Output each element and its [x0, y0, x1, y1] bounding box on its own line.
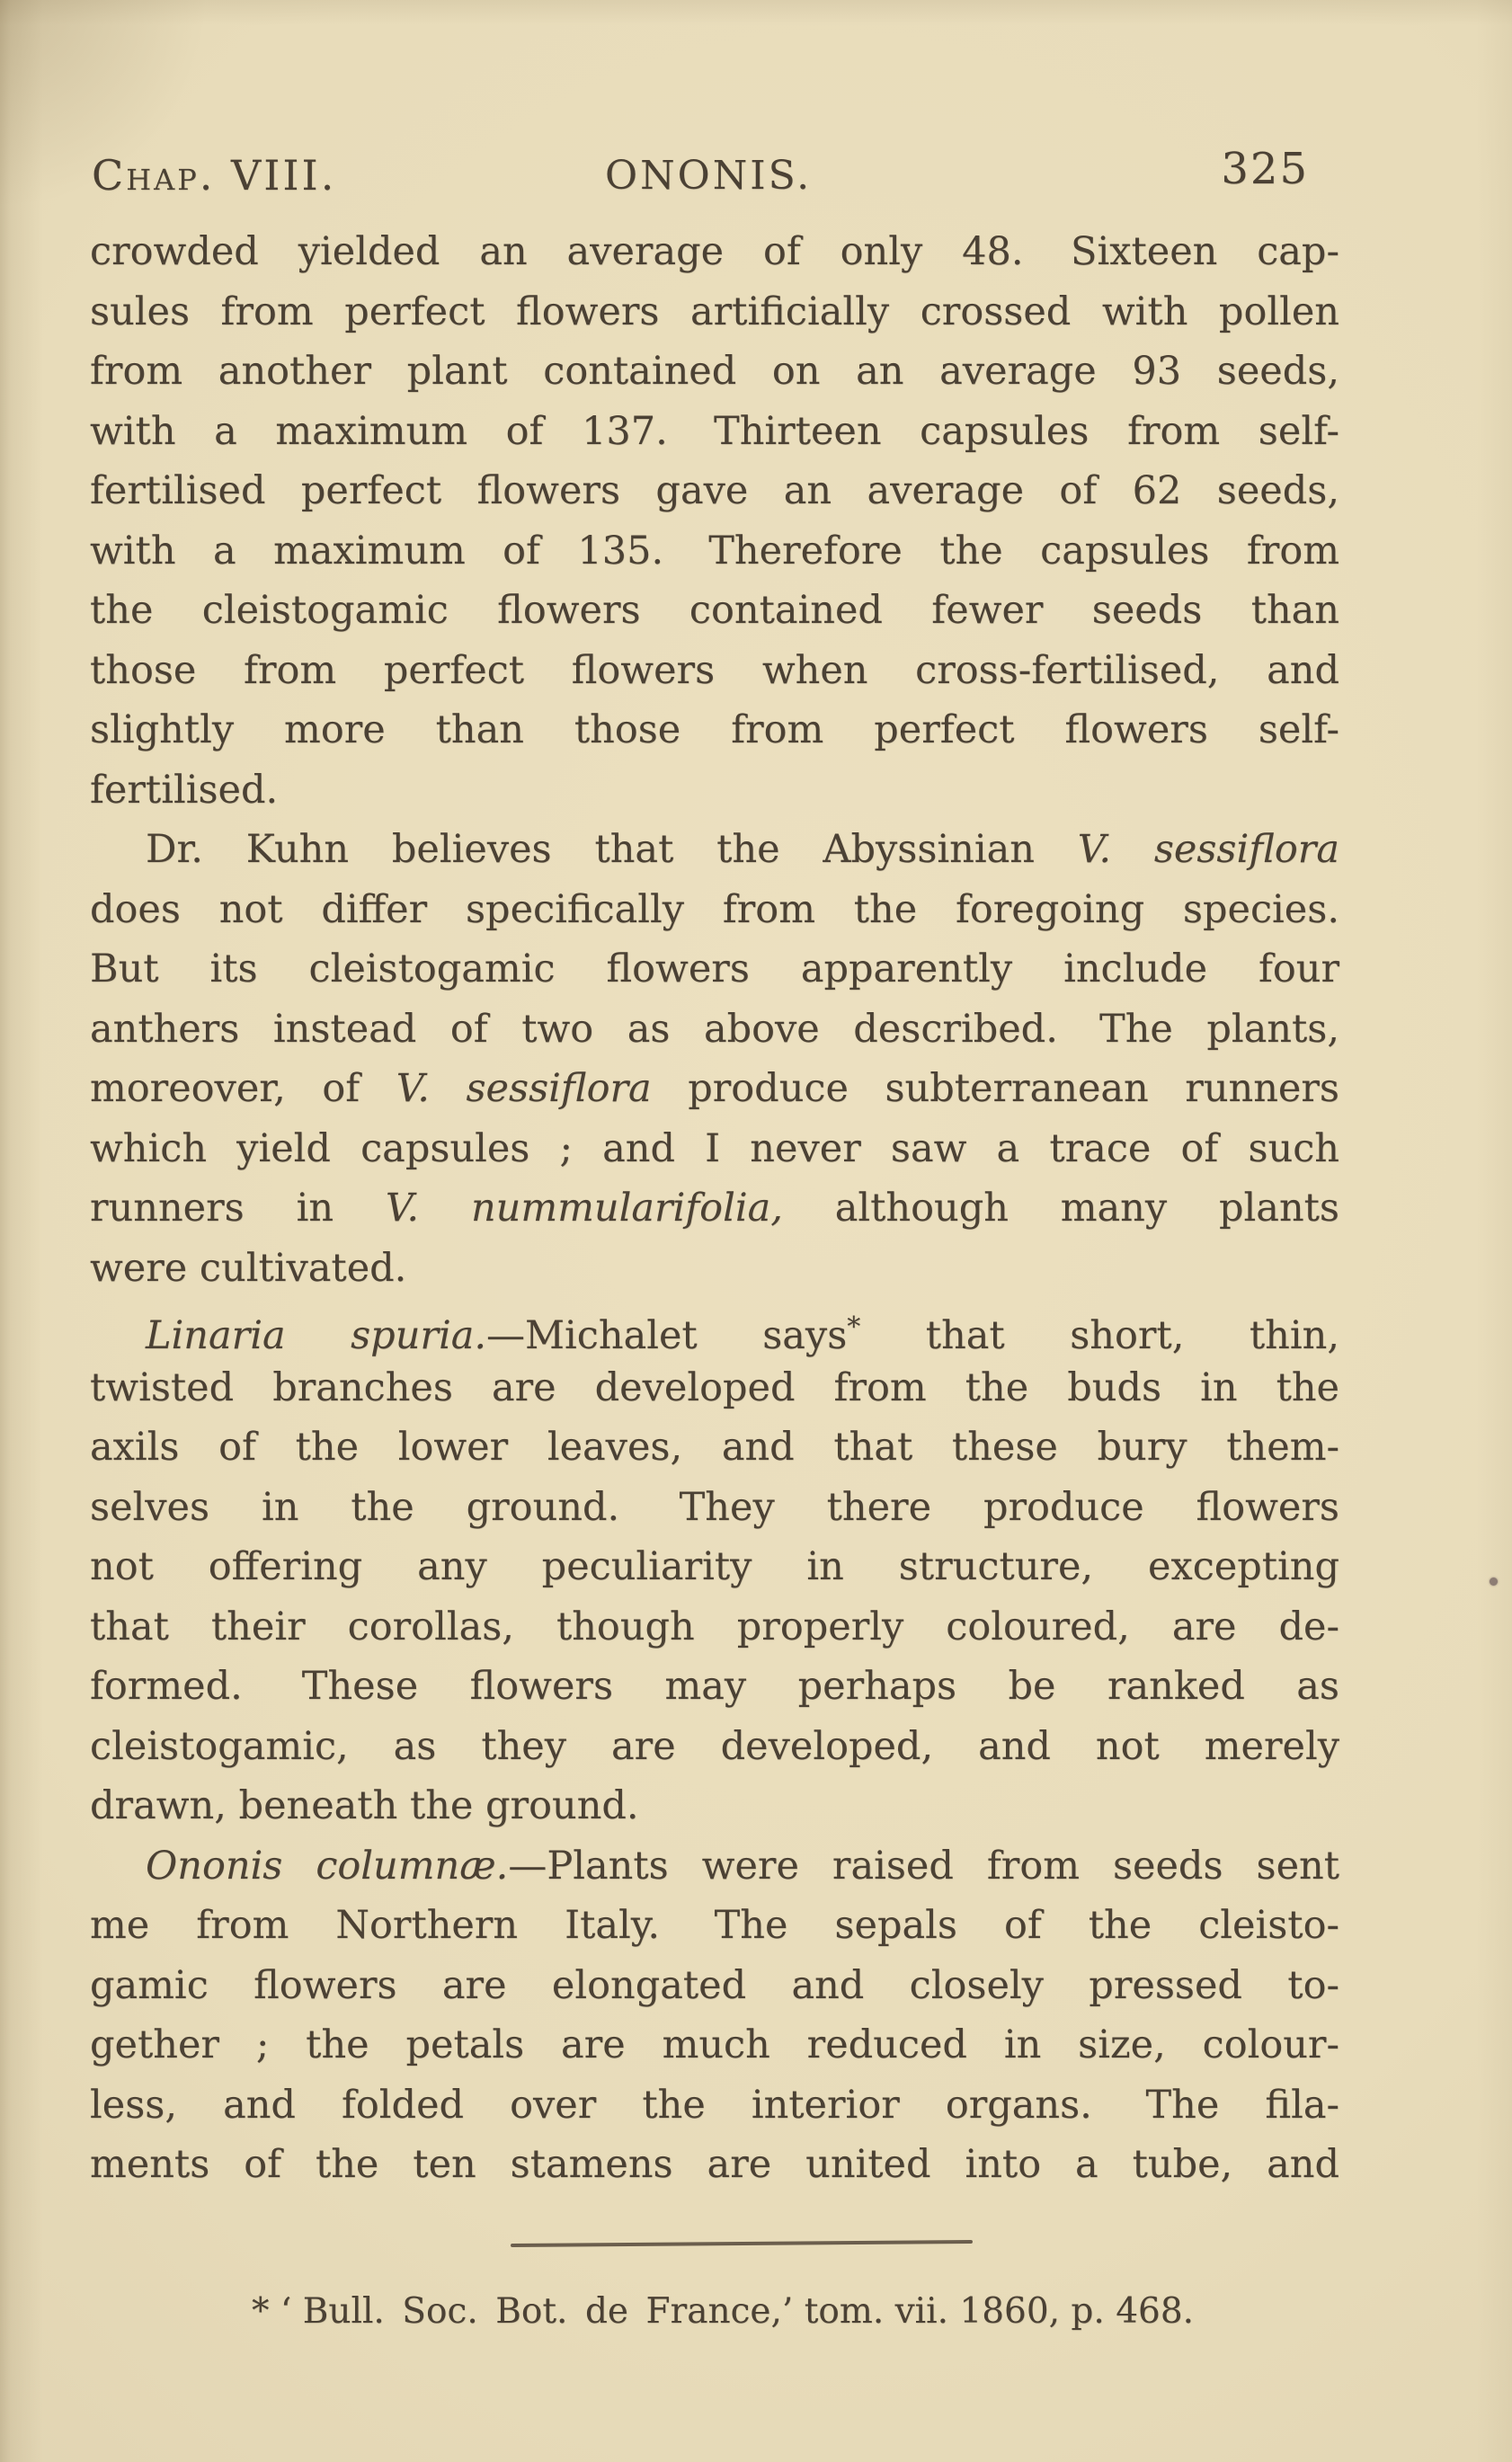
text-segment: that their corollas, though properly coloured, are de- — [90, 1604, 1339, 1649]
text-line — [90, 2135, 1339, 2195]
text-segment: the cleistogamic flowers contained fewer seeds than — [90, 588, 1339, 633]
text-line — [90, 1478, 1339, 1538]
text-segment: sules from perfect flowers artificially crossed with pollen — [90, 289, 1339, 334]
page-header — [90, 144, 1339, 207]
text-segment: less, and folded over the interior organs. The fila- — [90, 2082, 1339, 2128]
page-number: 325 — [1221, 144, 1309, 194]
text-segment: produce subterranean runners — [651, 1066, 1339, 1111]
text-line — [90, 1239, 1339, 1299]
text-segment: runners in — [90, 1186, 386, 1231]
text-segment: although many plants — [782, 1186, 1339, 1231]
italic-text: V. sessiflora — [396, 1066, 652, 1111]
text-segment: crowded yielded an average of only 48. Sixteen cap- — [90, 229, 1339, 274]
text-segment: were cultivated. — [90, 1245, 407, 1291]
text-line — [90, 402, 1339, 462]
text-line — [90, 760, 1339, 821]
text-line — [90, 461, 1339, 521]
text-segment: gether ; the petals are much reduced in size, colour- — [90, 2022, 1339, 2067]
footnote-rule — [511, 2240, 973, 2247]
text-segment: drawn, beneath the ground. — [90, 1783, 639, 1828]
italic-text: Ononis columnæ. — [146, 1843, 509, 1889]
italic-text: V. nummularifolia, — [385, 1186, 783, 1231]
text-line — [90, 1597, 1339, 1658]
text-segment: not offering any peculiarity in structure, excepting — [90, 1544, 1339, 1589]
text-segment: fertilised perfect flowers gave an average of 62 seeds, — [90, 468, 1339, 513]
text-line — [90, 2075, 1339, 2136]
text-segment: anthers instead of two as above described. The plants, — [90, 1006, 1339, 1052]
text-line — [90, 1537, 1339, 1597]
text-segment: those from perfect flowers when cross-fertilised, and — [90, 647, 1339, 693]
text-line — [90, 880, 1339, 940]
text-segment: me from Northern Italy. The sepals of the cleisto- — [90, 1903, 1339, 1948]
text-line — [90, 222, 1339, 282]
text-segment: from another plant contained on an average 93 seeds, — [90, 349, 1339, 394]
text-line — [90, 1298, 1339, 1358]
text-segment: with a maximum of 135. Therefore the capsules from — [90, 528, 1339, 573]
text-line — [90, 820, 1339, 880]
text-line — [90, 581, 1339, 641]
footnote: * ‘ Bull. Soc. Bot. de France,’ tom. vii. 1860, p. 468. — [252, 2291, 1195, 2332]
italic-text: Linaria spuria. — [146, 1313, 487, 1358]
running-title: ONONIS. — [605, 153, 813, 199]
text-segment: with a maximum of 137. Thirteen capsules from self- — [90, 408, 1339, 454]
text-line — [90, 700, 1339, 760]
ink-spot-artifact — [1490, 1578, 1498, 1586]
text-segment: which yield capsules ; and I never saw a trace of such — [90, 1125, 1339, 1171]
italic-text: V. sessiflora — [1077, 827, 1339, 872]
text-line — [90, 1776, 1339, 1836]
text-line — [90, 342, 1339, 402]
text-line — [90, 2015, 1339, 2075]
text-line — [90, 1896, 1339, 1956]
text-segment: moreover, of — [90, 1066, 396, 1111]
chapter-heading: Chap. VIII. — [92, 151, 337, 200]
text-line — [90, 1836, 1339, 1897]
text-segment: fertilised. — [90, 767, 279, 813]
text-segment: —Michalet says — [486, 1313, 848, 1358]
text-segment: does not differ specifically from the foregoing species. — [90, 886, 1339, 932]
body-text — [90, 222, 1339, 2195]
text-line — [90, 1178, 1339, 1239]
text-segment: Dr. Kuhn believes that the Abyssinian — [146, 827, 1078, 872]
footnote-marker: * — [847, 1311, 861, 1343]
text-segment: gamic flowers are elongated and closely pressed to- — [90, 1962, 1339, 2008]
text-segment: slightly more than those from perfect flowers self- — [90, 707, 1339, 752]
text-line — [90, 1657, 1339, 1717]
text-segment: cleistogamic, as they are developed, and not merely — [90, 1723, 1339, 1769]
text-segment: ments of the ten stamens are united into a tube, and — [90, 2142, 1339, 2187]
text-segment: twisted branches are developed from the buds in the — [90, 1364, 1339, 1410]
text-line — [90, 521, 1339, 582]
text-segment: axils of the lower leaves, and that these bury them- — [90, 1425, 1339, 1470]
text-line — [90, 1000, 1339, 1060]
text-line — [90, 1717, 1339, 1777]
text-line — [90, 1358, 1339, 1418]
text-line — [90, 282, 1339, 342]
text-line — [90, 1418, 1339, 1478]
text-segment: that short, thin, — [860, 1313, 1339, 1358]
text-line — [90, 1119, 1339, 1179]
text-segment: But its cleistogamic flowers apparently include four — [90, 947, 1339, 991]
text-line — [90, 1956, 1339, 2016]
text-line — [90, 641, 1339, 701]
text-segment: —Plants were raised from seeds sent — [508, 1843, 1339, 1889]
text-segment: selves in the ground. They there produce flowers — [90, 1484, 1339, 1530]
text-line — [90, 1059, 1339, 1119]
text-line — [90, 939, 1339, 1000]
text-segment: formed. These flowers may perhaps be ranked as — [90, 1664, 1339, 1709]
